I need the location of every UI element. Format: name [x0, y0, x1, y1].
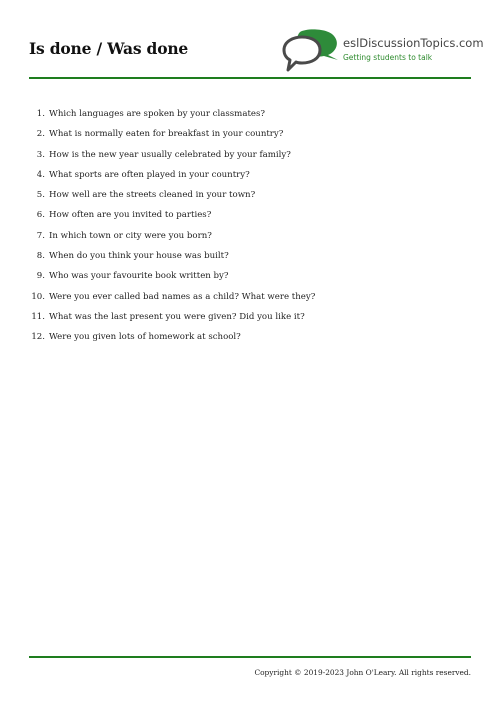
list-item: [29, 270, 471, 290]
list-item: [29, 331, 471, 351]
question-number: 8.: [36, 251, 45, 262]
question-number: 1.: [36, 109, 45, 119]
speech-bubbles-icon: [280, 28, 342, 74]
question-text: What sports are often played in your country?: [49, 169, 250, 180]
question-text: When do you think your house was built?: [49, 251, 229, 262]
list-item: [29, 169, 471, 189]
question-text: What was the last present you were given? Did you like it?: [49, 311, 305, 322]
question-text: How well are the streets cleaned in your town?: [49, 190, 256, 201]
list-item: [29, 149, 471, 169]
list-item: [29, 311, 471, 331]
brand-tagline: Getting students to talk: [343, 53, 433, 62]
question-number: 12.: [31, 332, 45, 343]
question-text: Which languages are spoken by your classmates?: [49, 109, 266, 119]
question-number: 5.: [36, 190, 45, 201]
question-text: What is normally eaten for breakfast in your country?: [49, 129, 284, 140]
question-number: 6.: [36, 210, 45, 221]
question-text: In which town or city were you born?: [49, 230, 212, 241]
question-number: 11.: [31, 311, 45, 322]
question-number: 7.: [36, 230, 45, 241]
question-number: 10.: [31, 291, 45, 302]
list-item: [29, 250, 471, 270]
page-title: Is done / Was done: [29, 39, 189, 58]
question-number: 4.: [36, 169, 45, 180]
question-text: Were you given lots of homework at school?: [49, 332, 241, 343]
copyright-notice: Copyright © 2019-2023 John O'Leary. All rights reserved.: [254, 668, 471, 677]
footer-divider: [29, 656, 471, 658]
question-list: [29, 108, 471, 352]
brand-name: eslDiscussionTopics.com: [343, 36, 484, 50]
list-item: [29, 108, 471, 128]
question-number: 9.: [36, 271, 45, 282]
list-item: [29, 189, 471, 209]
question-text: Were you ever called bad names as a child? What were they?: [49, 291, 316, 302]
header-divider: [29, 77, 471, 79]
list-item: [29, 128, 471, 148]
question-number: 3.: [36, 149, 45, 160]
list-item: [29, 209, 471, 229]
question-number: 2.: [36, 129, 45, 140]
list-item: [29, 230, 471, 250]
question-text: How often are you invited to parties?: [49, 210, 212, 221]
question-text: How is the new year usually celebrated by your family?: [49, 149, 291, 160]
list-item: [29, 291, 471, 311]
question-text: Who was your favourite book written by?: [49, 271, 229, 282]
